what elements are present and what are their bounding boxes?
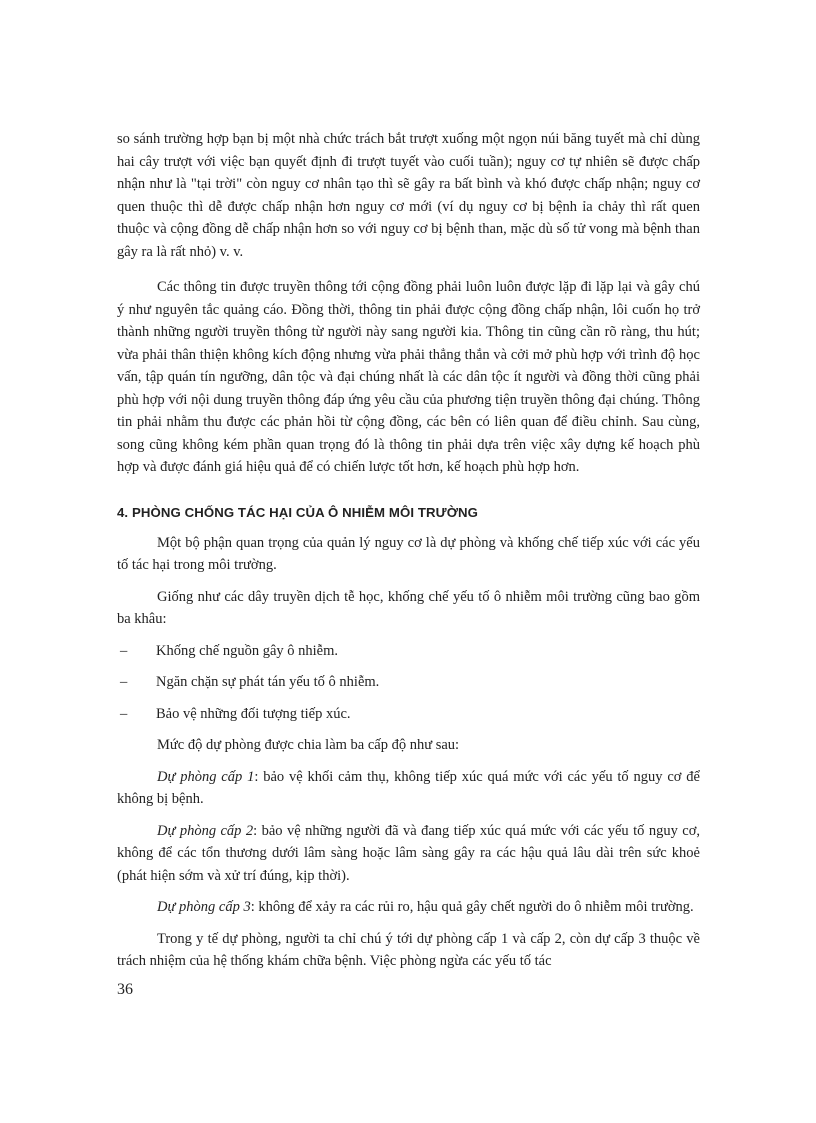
dash-bullet: – [120, 642, 128, 659]
list-item-text: Ngăn chặn sự phát tán yếu tố ô nhiễm. [156, 674, 380, 690]
list-item-text: Khống chế nguồn gây ô nhiễm. [156, 642, 339, 659]
paragraph-prevention-level-2 [117, 820, 700, 888]
dash-bullet: – [120, 705, 128, 722]
dash-bullet: – [120, 674, 128, 690]
paragraph-preventive-medicine: Trong y tế dự phòng, người ta chỉ chú ý tới dự phòng cấp 1 và cấp 2, còn dự cấp 3 thuộc về trách nhiệm của hệ thống khám chữa bệnh. Việc phòng ngừa các yếu tố tác [117, 930, 700, 969]
paragraph-communication: Các thông tin được truyền thông tới cộng đồng phải luôn luôn được lặp đi lặp lại và gây chú ý như nguyên tắc quảng cáo. Đồng thời, thông tin phải được cộng đồng chấp nhận, lôi cuốn họ trở thành những người truyền thông từ người này sang người kia. Thông tin cũng cần rõ ràng, thu hút; vừa phải thân thiện không kích động nhưng vừa phải thẳng thắn và cởi mở phù hợp với trình độ học vấn, tập quán tín ngưỡng, dân tộc và đại chúng nhất là các dân tộc ít người và đồng thời cũng phải phù hợp với nội dung truyền thông đáp ứng yêu cầu của phương tiện truyền thông đại chúng. Thông tin phải nhằm thu được các phản hồi từ cộng đồng, các bên có liên quan để điều chỉnh. Sau cùng, song cũng không kém phần quan trọng đó là thông tin phải dựa trên việc xây dựng kế hoạch phù hợp và được đánh giá hiệu quả để có chiến lược tốt hơn, kế hoạch phù hợp hơn. [117, 279, 700, 475]
paragraph-risk-perception: so sánh trường hợp bạn bị một nhà chức trách bắt trượt xuống một ngọn núi băng tuyết mà chỉ dùng hai cây trượt với việc bạn quyết định đi trượt tuyết vào cuối tuần); nguy cơ tự nhiên sẽ được chấp nhận như là "tại trời" còn nguy cơ nhân tạo thì sẽ gây ra bất bình và khó được chấp nhận; nguy cơ quen thuộc thì dễ được chấp nhận hơn nguy cơ mới (ví dụ nguy cơ bị bệnh ỉa chảy thì rất quen thuộc và cộng đồng dễ chấp nhận hơn so với nguy cơ bị bệnh than, mặc dù số tử vong mà bệnh than gây ra là rất nhỏ) v. v. [117, 131, 700, 260]
list-item [117, 640, 700, 663]
paragraph-prevention-levels: Mức độ dự phòng được chia làm ba cấp độ như sau: [157, 737, 460, 753]
list-item [117, 671, 700, 694]
paragraph-control-stages: Giống như các dây truyền dịch tễ học, khống chế yếu tố ô nhiễm môi trường cũng bao gồm ba khâu: [117, 588, 700, 627]
term-level-3: Dự phòng cấp 3 [157, 899, 251, 915]
page-content [117, 128, 700, 973]
paragraph-prevention-level-1 [117, 766, 700, 811]
paragraph-prevention-level-3 [117, 896, 700, 919]
definition-level-3: : không để xảy ra các rủi ro, hậu quả gây chết người do ô nhiễm môi trường. [250, 899, 694, 915]
term-level-2: Dự phòng cấp 2 [157, 822, 254, 839]
term-level-1: Dự phòng cấp 1 [157, 768, 255, 785]
section-heading: 4. PHÒNG CHỐNG TÁC HẠI CỦA Ô NHIỄM MÔI TRƯỜNG [117, 504, 479, 520]
page-number: 36 [117, 981, 133, 998]
list-item-text: Bảo vệ những đối tượng tiếp xúc. [156, 705, 351, 722]
definition-level-2: : bảo vệ những người đã và đang tiếp xúc quá mức với các yếu tố nguy cơ, không để các tổn thương dưới lâm sàng hoặc lâm sàng gây ra các hậu quả lâu dài trên sức khoẻ (phát hiện sớm và xử trí đúng, kịp thời). [117, 822, 700, 884]
list-item [117, 703, 700, 726]
paragraph-risk-management: Một bộ phận quan trọng của quản lý nguy cơ là dự phòng và khống chế tiếp xúc với các yếu tố tác hại trong môi trường. [117, 534, 700, 573]
definition-level-1: : bảo vệ khối cảm thụ, không tiếp xúc quá mức với các yếu tố nguy cơ để không bị bệnh. [117, 768, 700, 807]
